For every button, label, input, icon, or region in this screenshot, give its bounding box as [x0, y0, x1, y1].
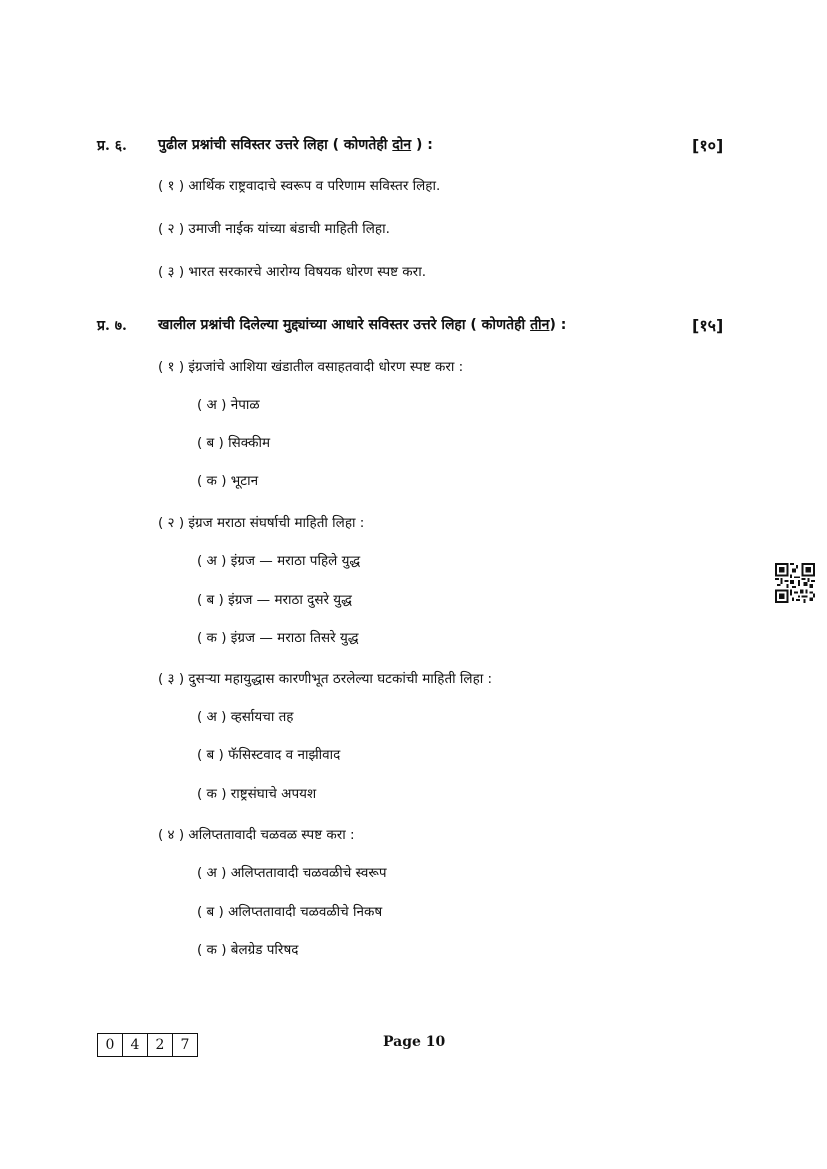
q6-text-emphasis: दोन — [392, 137, 412, 153]
page-number: Page 10 — [383, 1034, 446, 1050]
q7-part-2-sub-a: ( अ ) इंग्रज — मराठा पहिले युद्ध — [197, 553, 361, 569]
paper-code-digit: 7 — [180, 1037, 190, 1053]
qr-code-icon — [775, 563, 815, 603]
q7-number: प्र. ७. — [97, 318, 127, 334]
paper-code-digit: 2 — [148, 1034, 173, 1056]
q7-part-3-sub-b: ( ब ) फॅसिस्टवाद व नाझीवाद — [197, 747, 341, 763]
paper-code-box — [97, 1033, 198, 1057]
q6-text-post: ) : — [411, 137, 433, 153]
q7-question — [158, 315, 566, 334]
q7-part-1-sub-b: ( ब ) सिक्कीम — [197, 435, 271, 451]
q7-marks: [१५] — [692, 316, 724, 335]
q7-part-4-sub-c: ( क ) बेलग्रेड परिषद — [197, 942, 299, 958]
q7-text-post: ) : — [549, 317, 567, 333]
q7-part-1-sub-a: ( अ ) नेपाळ — [197, 397, 260, 413]
q7-text-emphasis: तीन — [530, 317, 550, 333]
q7-part-4-title: ( ४ ) अलिप्ततावादी चळवळ स्पष्ट करा : — [158, 827, 355, 843]
q7-part-2-title: ( २ ) इंग्रज मराठा संघर्षाची माहिती लिहा : — [158, 515, 365, 531]
q6-text-pre: पुढील प्रश्नांची सविस्तर उत्तरे लिहा ( कोणतेही — [158, 137, 393, 153]
q7-part-4-sub-b: ( ब ) अलिप्ततावादी चळवळीचे निकष — [197, 904, 383, 920]
q7-part-3-sub-c: ( क ) राष्ट्रसंघाचे अपयश — [197, 786, 317, 802]
q7-part-1-title: ( १ ) इंग्रजांचे आशिया खंडातील वसाहतवादी धोरण स्पष्ट करा : — [158, 359, 464, 375]
q7-part-1-sub-c: ( क ) भूटान — [197, 473, 259, 489]
q6-item-3: ( ३ ) भारत सरकारचे आरोग्य विषयक धोरण स्पष्ट करा. — [158, 264, 426, 280]
q7-part-3-title: ( ३ ) दुसऱ्या महायुद्धास कारणीभूत ठरलेल्या घटकांची माहिती लिहा : — [158, 671, 493, 687]
q7-part-3-sub-a: ( अ ) व्हर्सायचा तह — [197, 709, 294, 725]
q7-part-2-sub-b: ( ब ) इंग्रज — मराठा दुसरे युद्ध — [197, 592, 352, 608]
q7-part-4-sub-a: ( अ ) अलिप्ततावादी चळवळीचे स्वरूप — [197, 865, 387, 881]
q6-question — [158, 135, 433, 154]
q6-item-1: ( १ ) आर्थिक राष्ट्रवादाचे स्वरूप व परिणाम सविस्तर लिहा. — [158, 178, 441, 194]
q6-marks: [१०] — [692, 136, 724, 155]
paper-code-digit: 4 — [123, 1034, 148, 1056]
q7-part-2-sub-c: ( क ) इंग्रज — मराठा तिसरे युद्ध — [197, 630, 359, 646]
paper-code-digit: 0 — [98, 1034, 123, 1056]
q6-item-2: ( २ ) उमाजी नाईक यांच्या बंडाची माहिती लिहा. — [158, 221, 390, 237]
q7-text-pre: खालील प्रश्नांची दिलेल्या मुद्द्यांच्या आधारे सविस्तर उत्तरे लिहा ( कोणतेही — [158, 317, 531, 333]
q6-number: प्र. ६. — [97, 138, 127, 154]
